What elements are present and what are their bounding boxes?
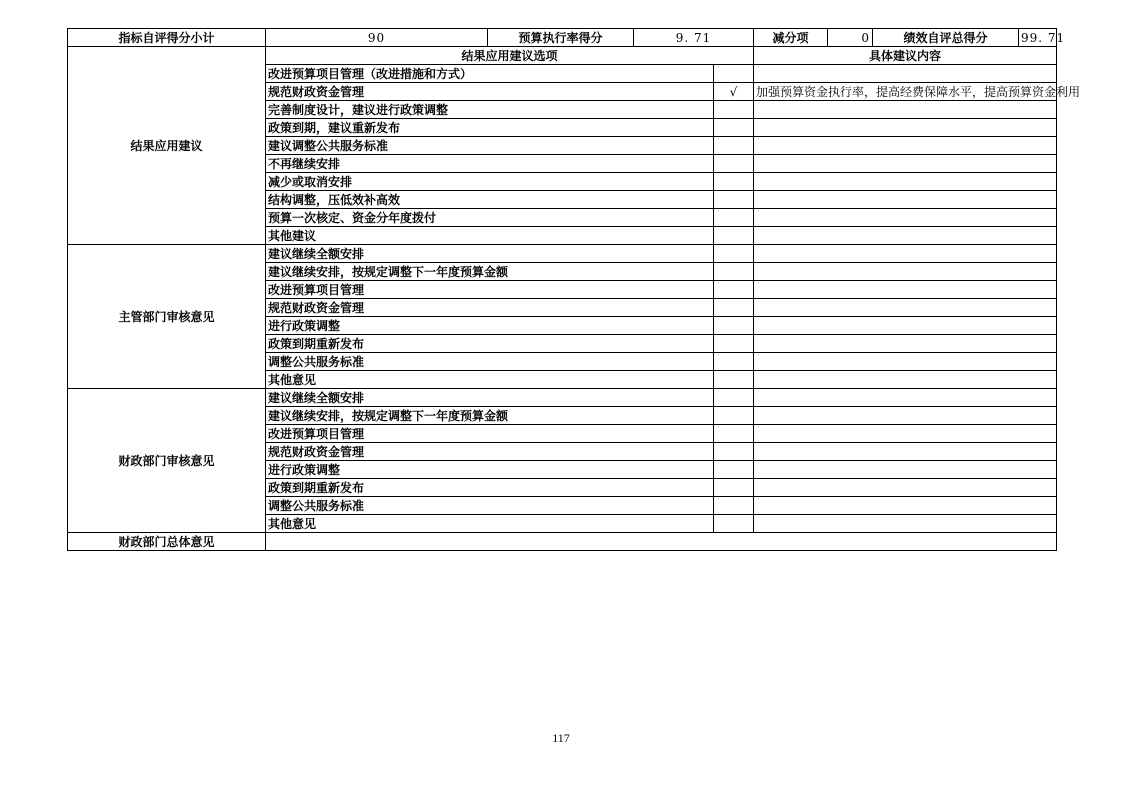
budget-exec-value: 9. 71 [634,29,754,47]
option-cell: 规范财政资金管理 [266,443,714,461]
content-cell [754,479,1057,497]
check-cell [714,425,754,443]
content-cell [754,461,1057,479]
option-cell: 政策到期重新发布 [266,479,714,497]
check-cell [714,119,754,137]
content-cell [754,497,1057,515]
check-cell [714,317,754,335]
check-cell [714,443,754,461]
content-cell [754,245,1057,263]
content-cell [754,281,1057,299]
subtotal-value: 90 [266,29,488,47]
option-cell: 其他意见 [266,371,714,389]
option-cell: 建议继续全额安排 [266,245,714,263]
total-label: 绩效自评总得分 [873,29,1019,47]
check-cell [714,245,754,263]
option-cell: 建议调整公共服务标准 [266,137,714,155]
overall-label: 财政部门总体意见 [68,533,266,551]
overall-row [68,533,1057,551]
check-cell [714,389,754,407]
option-cell: 减少或取消安排 [266,173,714,191]
option-cell: 改进预算项目管理 [266,281,714,299]
check-cell [714,407,754,425]
budget-exec-label: 预算执行率得分 [488,29,634,47]
check-cell [714,479,754,497]
check-cell [714,299,754,317]
check-cell [714,335,754,353]
check-cell [714,209,754,227]
section-label: 结果应用建议 [68,47,266,245]
option-cell: 政策到期，建议重新发布 [266,119,714,137]
check-cell [714,263,754,281]
check-cell [714,281,754,299]
subtotal-label: 指标自评得分小计 [68,29,266,47]
check-cell [714,353,754,371]
option-cell: 改进预算项目管理 [266,425,714,443]
option-cell: 其他建议 [266,227,714,245]
check-cell [714,155,754,173]
total-value: 99. 71 [1019,29,1057,47]
content-cell [754,317,1057,335]
check-cell [714,497,754,515]
content-header: 具体建议内容 [754,47,1057,65]
option-cell: 调整公共服务标准 [266,353,714,371]
content-cell [754,227,1057,245]
column-header-row [68,47,1057,65]
content-cell [754,173,1057,191]
option-cell: 完善制度设计，建议进行政策调整 [266,101,714,119]
page-number: 117 [552,731,570,745]
check-cell [714,515,754,533]
summary-row [68,29,1057,47]
option-cell: 进行政策调整 [266,317,714,335]
check-cell [714,137,754,155]
content-cell [754,371,1057,389]
options-header: 结果应用建议选项 [266,47,754,65]
option-cell: 规范财政资金管理 [266,299,714,317]
overall-value [266,533,1057,551]
option-cell: 结构调整，压低效补高效 [266,191,714,209]
content-cell [754,191,1057,209]
table-row [68,245,1057,263]
check-cell: √ [714,83,754,101]
content-cell [754,389,1057,407]
section-label: 财政部门审核意见 [68,389,266,533]
option-cell: 改进预算项目管理（改进措施和方式） [266,65,714,83]
option-cell: 调整公共服务标准 [266,497,714,515]
content-cell [754,515,1057,533]
option-cell: 建议继续安排，按规定调整下一年度预算金额 [266,263,714,281]
option-cell: 预算一次核定、资金分年度拨付 [266,209,714,227]
check-cell [714,191,754,209]
check-cell [714,101,754,119]
content-cell [754,119,1057,137]
option-cell: 建议继续全额安排 [266,389,714,407]
content-cell [754,65,1057,83]
content-cell [754,137,1057,155]
check-cell [714,371,754,389]
option-cell: 其他意见 [266,515,714,533]
option-cell: 建议继续安排，按规定调整下一年度预算金额 [266,407,714,425]
option-cell: 不再继续安排 [266,155,714,173]
deduction-value: 0 [828,29,873,47]
content-cell [754,335,1057,353]
content-cell [754,353,1057,371]
content-cell [754,443,1057,461]
evaluation-table [67,28,1081,551]
option-cell: 政策到期重新发布 [266,335,714,353]
section-label: 主管部门审核意见 [68,245,266,389]
table-row [68,389,1057,407]
content-cell [754,263,1057,281]
deduction-label: 减分项 [754,29,828,47]
check-cell [714,461,754,479]
option-cell: 规范财政资金管理 [266,83,714,101]
content-cell [754,299,1057,317]
content-cell: 加强预算资金执行率，提高经费保障水平，提高预算资金利用 [754,83,1057,101]
check-cell [714,173,754,191]
option-cell: 进行政策调整 [266,461,714,479]
content-cell [754,101,1057,119]
content-cell [754,425,1057,443]
check-cell [714,227,754,245]
content-cell [754,155,1057,173]
check-cell [714,65,754,83]
content-cell [754,407,1057,425]
content-cell [754,209,1057,227]
